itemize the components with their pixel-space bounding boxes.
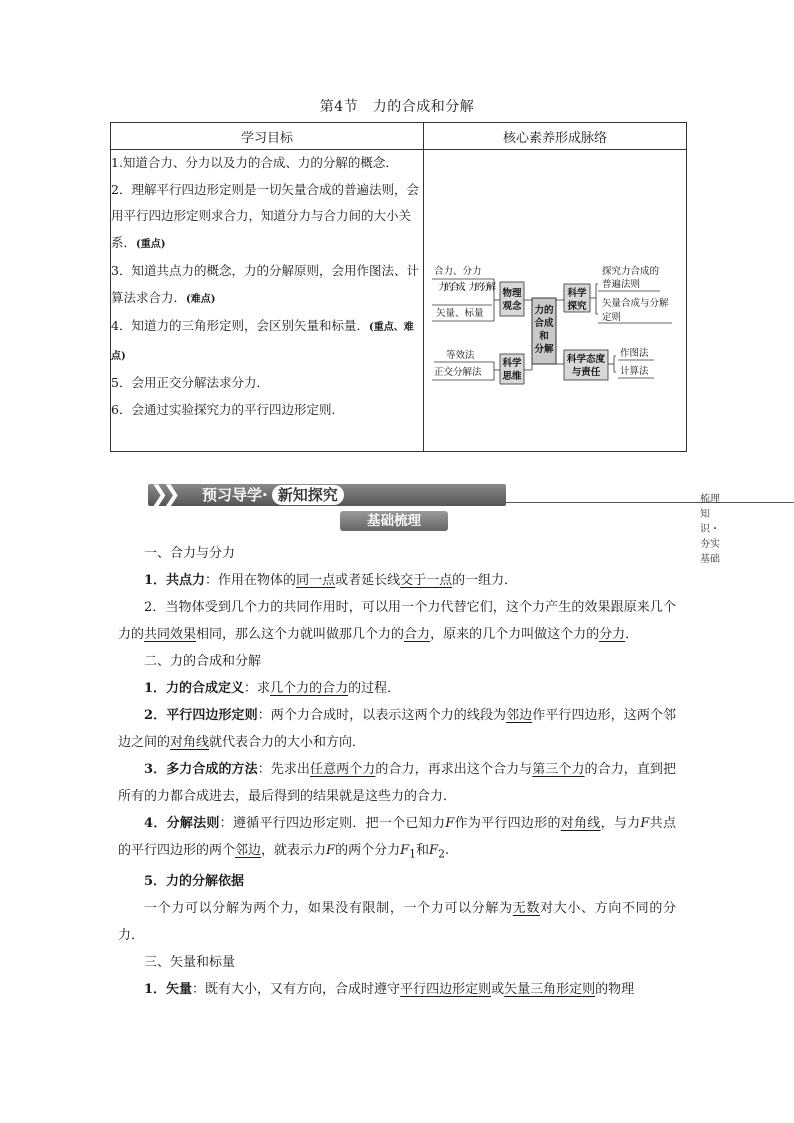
diagram-right-top-2b: 定则 <box>602 312 622 323</box>
node-siwei-1: 科学 <box>502 358 522 369</box>
center-1: 力的 <box>534 305 554 316</box>
literacy-diagram-cell <box>424 150 687 452</box>
s1-p1: 1．共点力：作用在物体的同一点或者延长线交于一点的一组力． <box>144 573 518 588</box>
diagram-right-top-1b: 普遍法则 <box>602 279 641 290</box>
section-3-title: 三、矢量和标量 <box>144 954 236 970</box>
page-title: 第4节 力的合成和分解 <box>319 99 475 115</box>
node-taidu-1: 科学态度 <box>566 354 606 365</box>
s3-p1: 1．矢量：既有大小，又有方向，合成时遵守平行四边形定则或矢量三角形定则的物理 <box>144 981 635 997</box>
banner-title: 预习导学· 新知探究 <box>202 482 344 508</box>
diagram-right-bottom-2: 计算法 <box>620 366 649 377</box>
banner-chevron-icon: ❯❯ <box>150 482 175 507</box>
goal-2: 2．理解平行四边形定则是一切矢量合成的普遍法则，会用平行四边形定则求合力，知道分力与合力间的大小关系．(重点) <box>111 181 419 250</box>
main-content <box>118 540 676 1003</box>
diagram-left-bottom-1: 等效法 <box>446 350 475 361</box>
s1-p2: 2．当物体受到几个力的共同作用时，可以用一个力代替它们，这个力产生的效果跟原来几个力的共同效果相同，那么这个力就叫做那几个力的合力，原来的几个力叫做这个力的分力． <box>118 600 676 642</box>
s2-p3: 3．多力合成的方法：先求出任意两个力的合力，再求出这个合力与第三个力的合力，直到把所有的力都合成进去，最后得到的结果就是这些力的合力． <box>118 762 676 804</box>
diagram-left-top-2: 力的合成、力的分解 <box>438 282 496 293</box>
goal-3: 3．知道共点力的概念，力的分解原则，会用作图法、计算法求合力．(难点) <box>111 263 419 305</box>
goal-1: 1.知道合力、分力以及力的合成、力的分解的概念． <box>111 155 398 170</box>
banner-right-text: 梳理知识・夯实基础 <box>700 494 720 565</box>
goals-table <box>110 122 687 452</box>
banner-highlight: 新知探究 <box>272 485 344 505</box>
diagram-right-top-2a: 矢量合成与分解 <box>602 298 669 309</box>
goal-4: 4．知道力的三角形定则，会区别矢量和标量．(重点、难点) <box>111 318 414 362</box>
diagram-left-top-3: 矢量、标量 <box>436 308 484 319</box>
s2-p5: 5．力的分解依据 <box>144 873 245 889</box>
tag-difficult: (难点) <box>186 293 216 305</box>
center-3: 和 <box>539 331 549 342</box>
node-tanjiu-2: 探究 <box>567 301 587 312</box>
node-siwei-2: 思维 <box>502 371 522 382</box>
diagram-left-top-1: 合力、分力 <box>434 266 482 277</box>
node-wuli-1: 物理 <box>502 288 522 299</box>
node-wuli-2: 观念 <box>502 301 522 312</box>
banner-rule <box>506 502 794 503</box>
center-4: 分解 <box>534 344 554 355</box>
s2-p1: 1．力的合成定义：求几个力的合力的过程． <box>144 681 401 696</box>
section-1-title: 一、合力与分力 <box>144 546 236 561</box>
header-learning-goals: 学习目标 <box>111 123 424 150</box>
s2-p2: 2．平行四边形定则：两个力合成时，以表示这两个力的线段为邻边作平行四边形，这两个邻边之间的对角线就代表合力的大小和方向． <box>118 708 676 750</box>
s2-p4: 4．分解法则：遵循平行四边形定则．把一个已知力F作为平行四边形的对角线，与力F共点的平行四边形的两个邻边，就表示力F的两个分力$F_1$和$F_2$. <box>118 816 676 861</box>
literacy-diagram <box>424 150 686 452</box>
subbanner: 基础梳理 <box>340 511 448 531</box>
tag-key: (重点) <box>136 238 166 250</box>
goal-5: 5．会用正交分解法求分力． <box>111 375 269 390</box>
goals-cell <box>111 150 424 452</box>
tag-key-difficult: (重点、难点) <box>111 322 414 362</box>
diagram-right-top-1a: 探究力合成的 <box>602 266 660 277</box>
section-2-title: 二、力的合成和分解 <box>144 654 262 669</box>
node-taidu-2: 与责任 <box>571 367 601 378</box>
diagram-left-bottom-2: 正交分解法 <box>434 367 482 378</box>
diagram-right-bottom-1: 作图法 <box>620 348 649 359</box>
s2-p6: 一个力可以分解为两个力，如果没有限制，一个力可以分解为无数对大小、方向不同的分力． <box>118 900 676 943</box>
node-tanjiu-1: 科学 <box>567 288 587 299</box>
header-core-literacy: 核心素养形成脉络 <box>424 123 687 150</box>
goal-6: 6．会通过实验探究力的平行四边形定则. <box>111 401 336 417</box>
center-2: 合成 <box>534 318 554 329</box>
